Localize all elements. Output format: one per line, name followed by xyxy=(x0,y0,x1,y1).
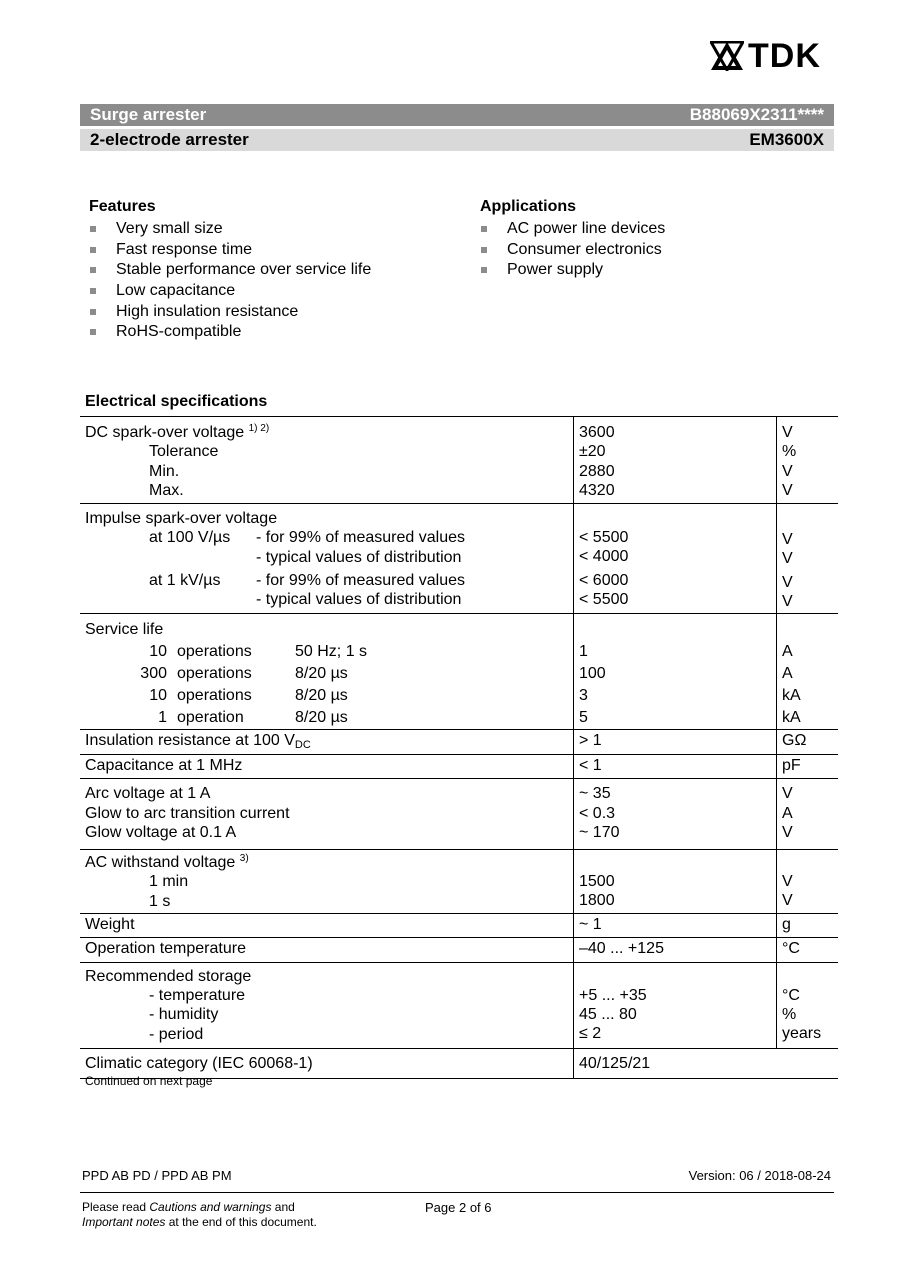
features-heading: Features xyxy=(89,198,156,215)
service-life-label: Service life xyxy=(85,620,164,638)
table-row: Recommended storage - temperature - humidity - period +5 ... +35 45 ... 80 ≤ 2 °C % years xyxy=(80,962,838,1048)
footer-version: Version: 06 / 2018-08-24 xyxy=(688,1168,831,1183)
features-list xyxy=(89,219,371,343)
footer-divider xyxy=(80,1192,834,1193)
table-row: Insulation resistance at 100 $V_{DC}$ > 1 GΩ xyxy=(80,729,838,754)
insulation-label: Insulation resistance at 100 V xyxy=(85,731,295,749)
dc-sparkover-label: DC spark-over voltage xyxy=(85,424,245,441)
table-row: Weight ~ 1 g xyxy=(80,914,838,938)
electrical-spec-table xyxy=(80,416,838,1079)
header-bar-secondary xyxy=(80,129,834,151)
cautions-and-warnings-ref: Cautions and warnings xyxy=(149,1200,272,1214)
list-item: Power supply xyxy=(480,260,665,281)
header-bar-primary xyxy=(80,104,834,126)
footer-department: PPD AB PD / PPD AB PM xyxy=(82,1168,232,1183)
table-row: Climatic category (IEC 60068-1) 40/125/21 xyxy=(80,1048,838,1078)
table-row: AC withstand voltage $^{3)}$ 1 min 1 s 1500 1800 V V xyxy=(80,850,838,914)
table-row: Arc voltage at 1 A Glow to arc transition current Glow voltage at 0.1 A ~ 35 < 0.3 ~ 170 V A V xyxy=(80,779,838,850)
list-item: Fast response time xyxy=(89,240,371,261)
tdk-emblem-icon xyxy=(710,41,744,71)
page-number: Page 2 of 6 xyxy=(425,1200,492,1215)
list-item: High insulation resistance xyxy=(89,302,371,323)
weight-label: Weight xyxy=(85,916,135,934)
list-item: Very small size xyxy=(89,219,371,240)
electrical-spec-heading: Electrical specifications xyxy=(85,393,268,410)
operation-temperature-label: Operation temperature xyxy=(85,940,246,958)
footer-note: Please read Cautions and warnings and Important notes at the end of this document. xyxy=(82,1200,317,1229)
list-item: Consumer electronics xyxy=(480,240,665,261)
tdk-logo-text: TDK xyxy=(748,37,821,75)
product-subtitle: 2-electrode arrester xyxy=(90,130,249,149)
part-number: B88069X2311**** xyxy=(689,105,824,124)
list-item: Stable performance over service life xyxy=(89,260,371,281)
table-row: Impulse spark-over voltage at 100 V/µs - for 99% of measured values - typical values of distribution at 1 kV/µs - for 99% of measured values - typical values of distribution < 5500 < 4000 < 6000 < 5500 V V V V xyxy=(80,504,838,613)
continued-note: Continued on next page xyxy=(85,1074,213,1088)
climatic-category-label: Climatic category (IEC 60068-1) xyxy=(85,1054,313,1072)
capacitance-label: Capacitance at 1 MHz xyxy=(85,756,243,774)
table-row: DC spark-over voltage $^{1) 2)}$ Tolerance Min. Max. 3600 ±20 2880 4320 V % V V xyxy=(80,417,838,504)
tdk-logo xyxy=(710,37,821,75)
applications-heading: Applications xyxy=(480,198,577,215)
product-title: Surge arrester xyxy=(90,105,207,124)
table-row: Operation temperature –40 ... +125 °C xyxy=(80,938,838,962)
footnote-ref: 3) xyxy=(239,853,249,865)
table-row: Capacitance at 1 MHz < 1 pF xyxy=(80,754,838,778)
impulse-sparkover-label: Impulse spark-over voltage xyxy=(85,510,278,528)
list-item: Low capacitance xyxy=(89,281,371,302)
table-row: Service life 10 operations 50 Hz; 1 s 300 operations 8/20 µs 10 operations 8/20 µs 1 operation 8/20 µs 1 100 3 5 A A kA kA xyxy=(80,613,838,729)
applications-list xyxy=(480,219,665,281)
important-notes-ref: Important notes xyxy=(82,1215,166,1229)
ac-withstand-label: AC withstand voltage xyxy=(85,854,236,872)
recommended-storage-label: Recommended storage xyxy=(85,967,252,985)
footnote-ref: 1) 2) xyxy=(248,423,270,434)
list-item: RoHS-compatible xyxy=(89,322,371,343)
model-number: EM3600X xyxy=(749,130,824,149)
list-item: AC power line devices xyxy=(480,219,665,240)
